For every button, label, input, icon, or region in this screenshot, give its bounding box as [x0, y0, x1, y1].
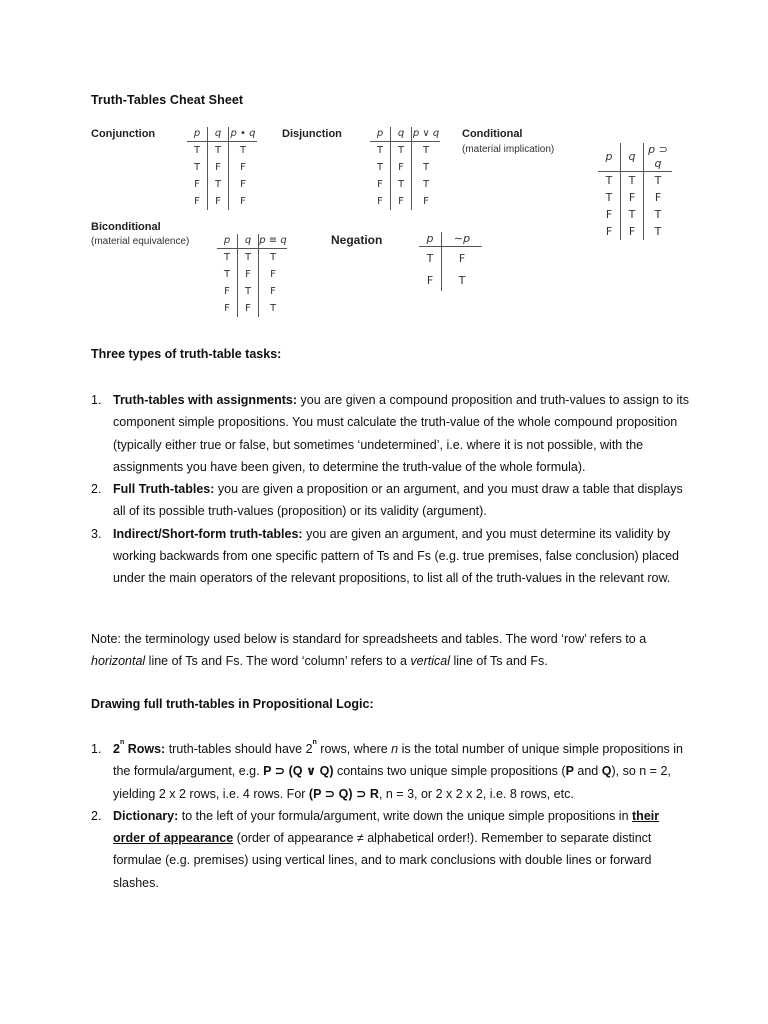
table-cell: T — [238, 283, 259, 300]
formula: P ⊃ (Q ∨ Q) — [263, 764, 334, 779]
table-cell: F — [194, 196, 200, 207]
note-text: line of Ts and Fs. The word ‘column’ refers to a — [145, 654, 411, 669]
table-header: p ≡ q — [259, 234, 288, 249]
disjunction-table — [370, 127, 440, 210]
table-row — [370, 142, 440, 160]
table-header: p — [598, 143, 621, 172]
list-item-title: Dictionary: — [113, 808, 179, 823]
table-cell: T — [412, 142, 441, 160]
note-text: line of Ts and Fs. — [449, 654, 548, 669]
table-cell: F — [259, 266, 288, 283]
table-row — [419, 269, 482, 291]
conjunction-label: Conjunction — [91, 128, 156, 140]
table-row — [370, 159, 440, 176]
table-row — [187, 159, 257, 176]
table-row — [598, 172, 672, 190]
table-row — [370, 176, 440, 193]
drawing-heading: Drawing full truth-tables in Propositional Logic: — [91, 697, 374, 711]
table-cell: T — [644, 223, 673, 240]
table-cell: F — [621, 189, 644, 206]
table-row — [598, 223, 672, 240]
list-number: 3. — [91, 526, 102, 541]
table-header: q — [208, 127, 229, 142]
biconditional-table — [217, 234, 287, 317]
list-item — [91, 523, 691, 590]
table-cell: T — [376, 145, 384, 156]
note-emphasis: horizontal — [91, 654, 146, 669]
list-item — [91, 389, 691, 478]
table-row — [217, 249, 287, 267]
page-title: Truth-Tables Cheat Sheet — [91, 93, 244, 107]
table-cell: F — [412, 193, 441, 210]
list-item-text: you are given an argument, and you must determine its validity by working backwards from one specific pattern of Ts and Fs (e.g. true premises, false conclusion) placed under the main operators of the relevant propositions, to list all of the truth-values in the relevant row. — [113, 526, 680, 586]
conditional-sublabel: (material implication) — [462, 144, 555, 155]
biconditional-label: Biconditional — [91, 221, 161, 233]
table-cell: T — [229, 142, 258, 160]
list-item-title: 2$^n$ Rows: — [113, 739, 166, 756]
conditional-table — [598, 143, 672, 240]
table-header: p — [187, 127, 208, 142]
table-cell: F — [208, 193, 229, 210]
table-row — [217, 300, 287, 317]
table-header: ∼p — [442, 232, 483, 247]
table-cell: F — [621, 223, 644, 240]
list-item: 2. Dictionary: to the left of your formula/argument, write down the unique simple propositions in their order of appearance (order of appearance ≠ alphabetical order!). Remember to separate distinct formulae (e.g. premises) using vertical lines, and to mark conclusions with double lines or forward slashes. — [91, 805, 691, 894]
table-header: q — [391, 127, 412, 142]
list-item-title: Truth-tables with assignments: — [113, 393, 298, 407]
table-cell: T — [605, 191, 613, 204]
table-cell: F — [238, 266, 259, 283]
table-cell: T — [644, 206, 673, 223]
table-cell: T — [605, 174, 613, 187]
list-item-title: Full Truth-tables: — [113, 482, 215, 497]
table-cell: T — [193, 162, 201, 173]
list-number: 1. — [91, 742, 102, 756]
note-text: Note: the terminology used below is standard for spreadsheets and tables. The word ‘row’ refers to a — [91, 632, 647, 646]
disjunction-label: Disjunction — [282, 128, 342, 140]
table-header: p — [419, 232, 442, 247]
list-item-text: you are given a proposition or an argument, and you must draw a table that displays all of its possible truth-values (proposition) or its validity (argument). — [113, 482, 683, 519]
tasks-heading: Three types of truth-table tasks: — [91, 347, 282, 361]
table-cell: F — [377, 179, 383, 190]
table-cell: T — [644, 172, 673, 190]
table-cell: F — [208, 159, 229, 176]
table-cell: T — [223, 269, 231, 280]
table-cell: F — [259, 283, 288, 300]
table-row — [187, 142, 257, 160]
table-cell: T — [193, 145, 201, 156]
table-cell: T — [208, 176, 229, 193]
formula: (P ⊃ Q) ⊃ R — [308, 786, 379, 801]
table-cell: F — [194, 179, 200, 190]
table-cell: F — [224, 303, 230, 314]
table-header: p ⊃ q — [644, 143, 673, 172]
table-cell: F — [377, 196, 383, 207]
table-cell: T — [442, 269, 483, 291]
table-row — [598, 206, 672, 223]
table-cell: T — [391, 176, 412, 193]
table-header: p ∨ q — [412, 127, 441, 142]
table-cell: T — [223, 252, 231, 263]
table-cell: T — [259, 249, 288, 267]
table-cell: F — [605, 208, 613, 221]
list-item-title: Indirect/Short-form truth-tables: — [113, 526, 303, 541]
table-cell: F — [442, 247, 483, 270]
list-number: 2. — [91, 482, 102, 497]
note-emphasis: vertical — [410, 654, 450, 669]
table-row — [187, 176, 257, 193]
table-cell: T — [412, 176, 441, 193]
list-number: 1. — [91, 393, 102, 407]
table-cell: F — [644, 189, 673, 206]
list-item-text: you are given a compound proposition and truth-values to assign to its component simple propositions. You must calculate the truth-value of the whole compound proposition (typically either true or false, but sometimes ‘undetermined’, i.e. where it is not possible, with the assignments you have been given, to determine the truth-value of the whole formula). — [113, 393, 689, 474]
table-cell: T — [621, 206, 644, 223]
table-cell: T — [259, 300, 288, 317]
list-number: 2. — [91, 808, 102, 823]
conjunction-table — [187, 127, 257, 210]
table-cell: F — [391, 193, 412, 210]
table-row — [370, 193, 440, 210]
table-header: p — [217, 234, 238, 249]
table-cell: F — [238, 300, 259, 317]
negation-table — [419, 232, 482, 291]
conditional-label: Conditional — [462, 128, 523, 140]
table-cell: F — [229, 193, 258, 210]
table-cell: F — [224, 286, 230, 297]
table-cell: T — [391, 142, 412, 160]
table-cell: T — [208, 142, 229, 160]
table-cell: T — [621, 172, 644, 190]
underlined-phrase: their order of appearance — [113, 808, 660, 846]
table-header: q — [621, 143, 644, 172]
drawing-list — [91, 738, 691, 894]
table-cell: F — [605, 225, 613, 238]
tasks-list — [91, 389, 691, 590]
table-row — [217, 283, 287, 300]
table-cell: T — [426, 251, 434, 265]
table-cell: F — [426, 273, 434, 287]
negation-label: Negation — [331, 233, 383, 247]
table-cell: F — [229, 176, 258, 193]
table-cell: T — [376, 162, 384, 173]
table-row — [419, 247, 482, 270]
note-paragraph — [91, 628, 691, 673]
list-item — [91, 478, 691, 523]
list-item: 1. 2$^n$ Rows: truth-tables should have 2$^n$ rows, where n is the total number of unique simple propositions in the formula/argument, e.g. P ⊃ (Q ∨ Q) contains two unique simple propositions (P and Q), so n = 2, yielding 2 x 2 rows, i.e. 4 rows. For (P ⊃ Q) ⊃ R, n = 3, or 2 x 2 x 2, i.e. 8 rows, etc. — [91, 739, 684, 801]
table-header: q — [238, 234, 259, 249]
table-row — [187, 193, 257, 210]
table-cell: F — [391, 159, 412, 176]
biconditional-sublabel: (material equivalence) — [91, 236, 190, 247]
table-cell: T — [412, 159, 441, 176]
table-row — [217, 266, 287, 283]
table-header: p — [370, 127, 391, 142]
table-cell: T — [238, 249, 259, 267]
table-row — [598, 189, 672, 206]
table-cell: F — [229, 159, 258, 176]
table-header: p • q — [229, 127, 258, 142]
